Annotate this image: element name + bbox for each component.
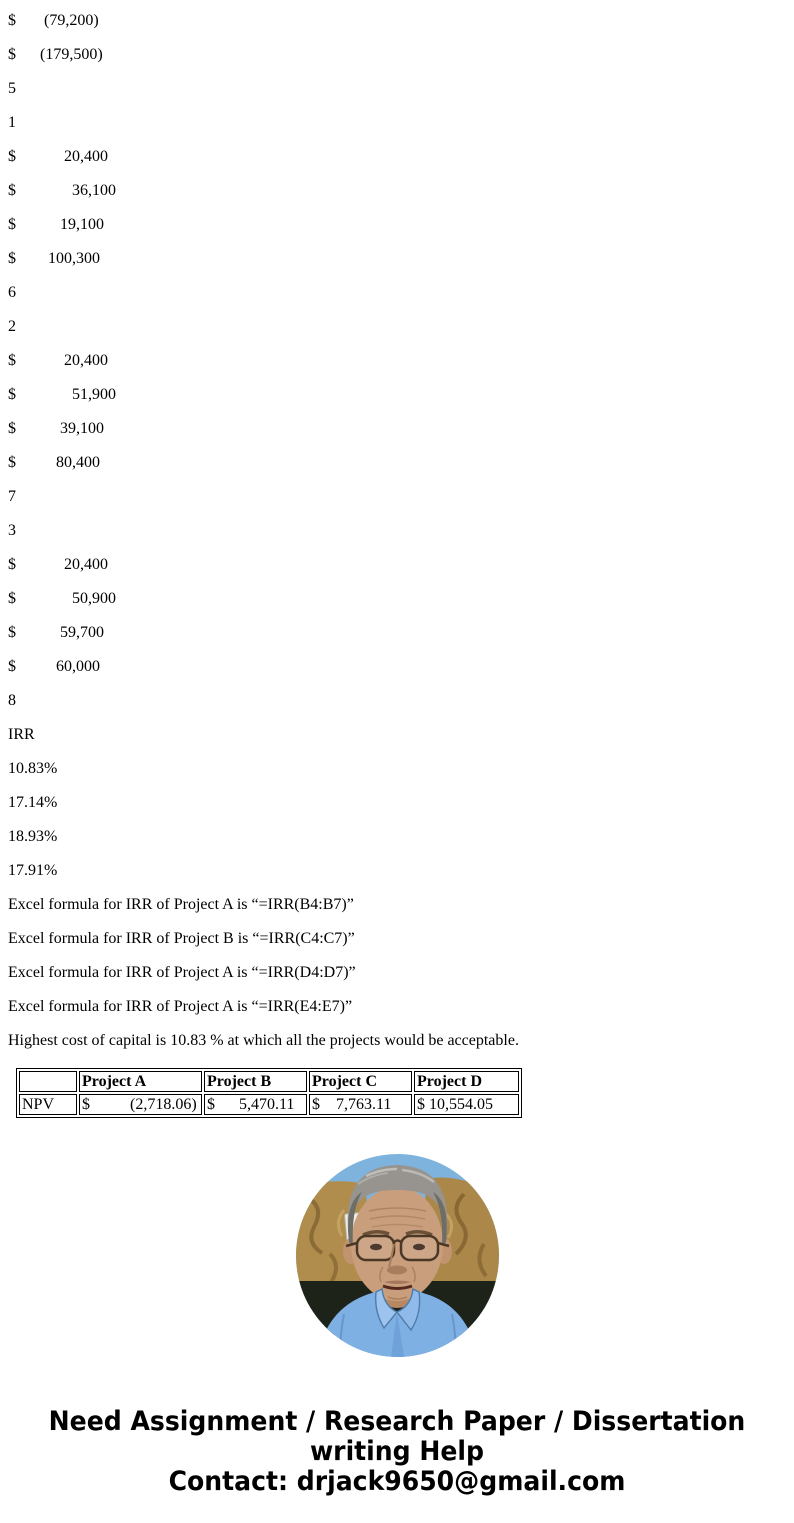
cash-flow-line: $ 20,400 (8, 148, 108, 165)
npv-row-label: NPV (19, 1094, 77, 1115)
cash-flow-line: $ 80,400 (8, 454, 100, 471)
npv-table-corner-cell (19, 1071, 77, 1092)
cash-flow-line: $ 39,100 (8, 420, 104, 437)
year-number-line: 8 (8, 692, 16, 709)
conclusion-line: Highest cost of capital is 10.83 % at which all the projects would be acceptable. (8, 1032, 519, 1049)
cash-flow-line: $ 59,700 (8, 624, 104, 641)
cash-flow-line: $ 50,900 (8, 590, 116, 607)
excel-formula-line: Excel formula for IRR of Project B is “=IRR(C4:C7)” (8, 930, 355, 947)
cash-flow-line: $ 51,900 (8, 386, 116, 403)
npv-table-data-row (19, 1094, 519, 1115)
cash-flow-line: $ 36,100 (8, 182, 116, 199)
cash-flow-line: $ 20,400 (8, 556, 108, 573)
cash-flow-line: $ (179,500) (8, 46, 103, 63)
year-number-line: 2 (8, 318, 16, 335)
year-number-line: 6 (8, 284, 16, 301)
excel-formula-line: Excel formula for IRR of Project A is “=IRR(D4:D7)” (8, 964, 356, 981)
npv-table-header-project-d: Project D (414, 1071, 519, 1092)
npv-table-header-project-b: Project B (204, 1071, 307, 1092)
cash-flow-line: $ 60,000 (8, 658, 100, 675)
advertisement-line-2: writing Help (309, 1436, 485, 1467)
irr-value: 10.83% (8, 760, 58, 777)
npv-value-project-b: $ 5,470.11 (204, 1094, 307, 1115)
contact-email-line: Contact: drjack9650@gmail.com (168, 1466, 626, 1497)
year-number-line: 3 (8, 522, 16, 539)
irr-value: 18.93% (8, 828, 58, 845)
cash-flow-line: $ 100,300 (8, 250, 100, 267)
npv-table-header-row (19, 1071, 519, 1092)
portrait-photo (0, 1154, 794, 1357)
excel-formula-line: Excel formula for IRR of Project A is “=IRR(B4:B7)” (8, 896, 354, 913)
year-number-line: 5 (8, 80, 16, 97)
npv-value-project-a: $ (2,718.06) (79, 1094, 202, 1115)
irr-value: 17.91% (8, 862, 58, 879)
portrait-image (296, 1154, 499, 1357)
cash-flow-line: $ 20,400 (8, 352, 108, 369)
cash-flow-line: $ 19,100 (8, 216, 104, 233)
advertisement-line-1: Need Assignment / Research Paper / Dissertation (48, 1406, 746, 1437)
npv-value-project-c: $ 7,763.11 (309, 1094, 412, 1115)
cash-flow-line: $ (79,200) (8, 12, 99, 29)
npv-value-project-d: $ 10,554.05 (414, 1094, 519, 1115)
advertisement-text (28, 1407, 766, 1497)
irr-label: IRR (8, 726, 35, 743)
excel-formula-line: Excel formula for IRR of Project A is “=IRR(E4:E7)” (8, 998, 353, 1015)
year-number-line: 1 (8, 114, 16, 131)
year-number-line: 7 (8, 488, 16, 505)
irr-value: 17.14% (8, 794, 58, 811)
npv-table-header-project-a: Project A (79, 1071, 202, 1092)
npv-table-header-project-c: Project C (309, 1071, 412, 1092)
npv-table (16, 1068, 522, 1118)
